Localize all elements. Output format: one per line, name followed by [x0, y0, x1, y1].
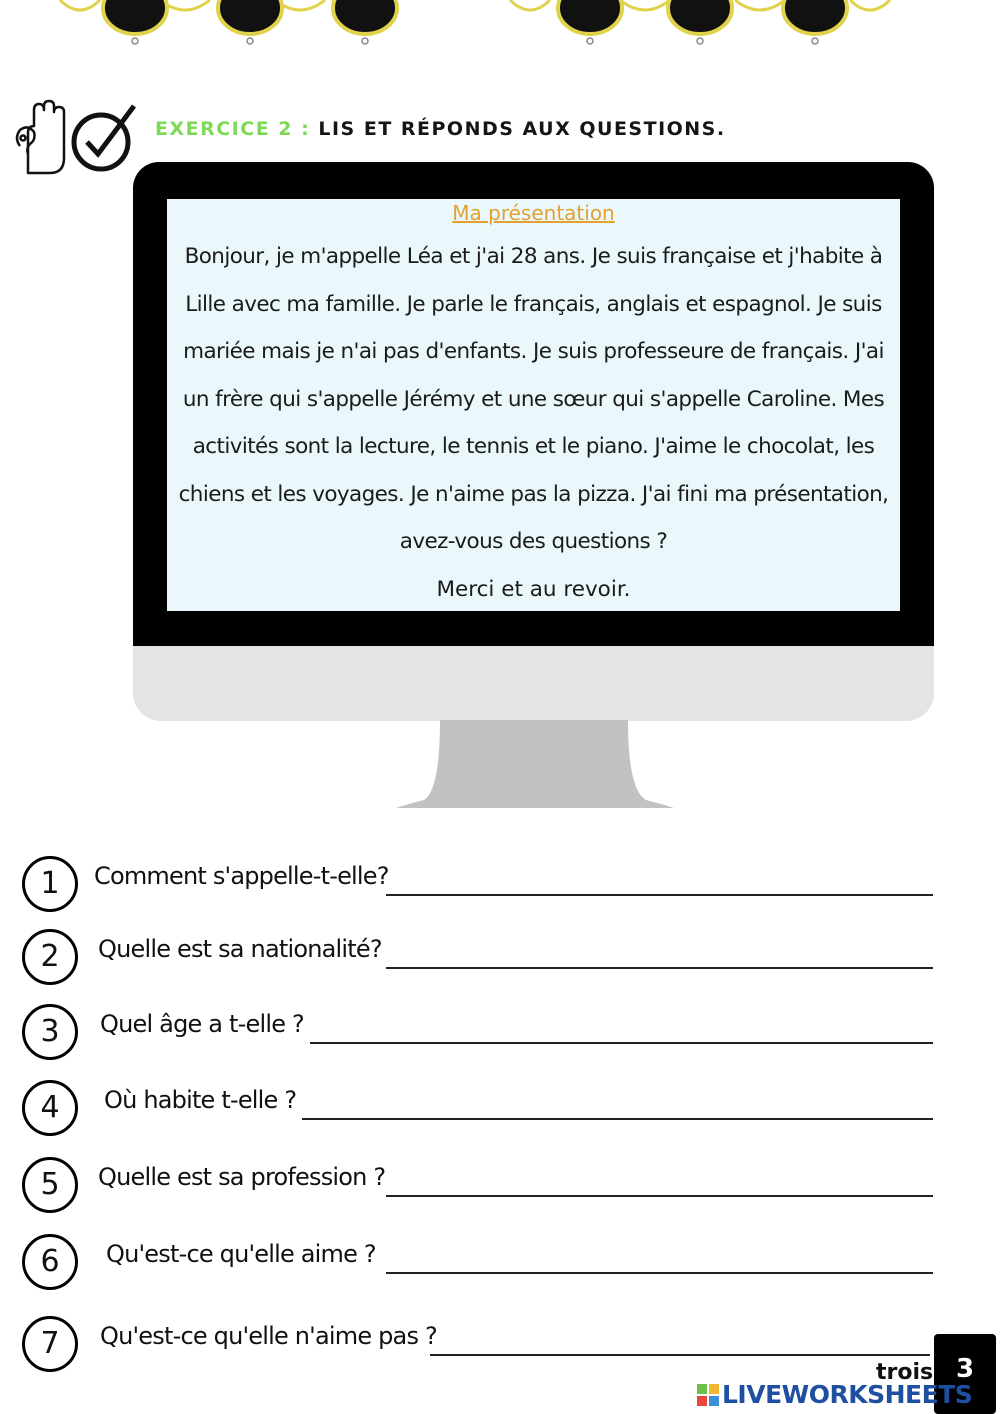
question-text: Comment s'appelle-t-elle? — [94, 862, 389, 890]
question-number: 2 — [22, 929, 78, 985]
decorative-border — [0, 0, 1000, 50]
question-1 — [22, 856, 937, 916]
answer-line[interactable] — [386, 1195, 933, 1197]
answer-line[interactable] — [386, 967, 933, 969]
question-text: Quelle est sa nationalité? — [98, 935, 382, 963]
question-number: 4 — [22, 1080, 78, 1136]
exercise-heading — [155, 118, 726, 140]
answer-line[interactable] — [310, 1042, 933, 1044]
presentation-closing: Merci et au revoir. — [436, 576, 631, 602]
answer-line[interactable] — [386, 894, 933, 896]
question-6 — [22, 1234, 937, 1294]
exercise-instruction: LIS ET RÉPONDS AUX QUESTIONS. — [318, 118, 726, 140]
page-number-badge: 3 — [934, 1334, 996, 1414]
question-4 — [22, 1080, 937, 1140]
question-7 — [22, 1316, 937, 1376]
brand-name: LIVEWORKSHEETS — [722, 1380, 973, 1409]
listen-read-icons — [10, 98, 140, 178]
liveworksheets-icon — [697, 1384, 719, 1406]
exercise-label: EXERCICE 2 : — [155, 118, 311, 140]
answer-line[interactable] — [302, 1118, 933, 1120]
monitor-stand — [390, 720, 680, 808]
presentation-screen — [167, 199, 900, 611]
ear-hand-icon — [17, 101, 64, 173]
question-text: Qu'est-ce qu'elle aime ? — [106, 1240, 376, 1268]
monitor-chin — [133, 646, 934, 721]
question-number: 7 — [22, 1316, 78, 1372]
answer-line[interactable] — [386, 1272, 933, 1274]
question-text: Quelle est sa profession ? — [98, 1163, 386, 1191]
presentation-title: Ma présentation — [452, 201, 615, 225]
question-number: 3 — [22, 1004, 78, 1060]
page-word: trois — [876, 1360, 934, 1385]
question-text: Qu'est-ce qu'elle n'aime pas ? — [100, 1322, 437, 1350]
question-5 — [22, 1157, 937, 1217]
question-2 — [22, 929, 937, 989]
question-number: 5 — [22, 1157, 78, 1213]
question-number: 1 — [22, 856, 78, 912]
liveworksheets-logo — [697, 1380, 972, 1409]
question-3 — [22, 1004, 937, 1064]
question-text: Où habite t-elle ? — [104, 1086, 297, 1114]
answer-line[interactable] — [430, 1354, 930, 1356]
question-text: Quel âge a t-elle ? — [100, 1010, 304, 1038]
question-number: 6 — [22, 1234, 78, 1290]
check-circle-icon — [74, 106, 134, 169]
presentation-text: Bonjour, je m'appelle Léa et j'ai 28 ans. Je suis française et j'habite à Lille avec ma famille. Je parle le français, anglais et espagnol. Je suis mariée mais je n'ai pas d'enfants. Je suis professeure de français. J'ai un frère qui s'appelle Jérémy et une sœur qui s'appelle Caroline. Mes activités sont la lecture, le tennis et le piano. J'aime le chocolat, les chiens et les voyages. Je n'aime pas la pizza. J'ai fini ma présentation, avez-vous des questions ? — [178, 244, 889, 554]
